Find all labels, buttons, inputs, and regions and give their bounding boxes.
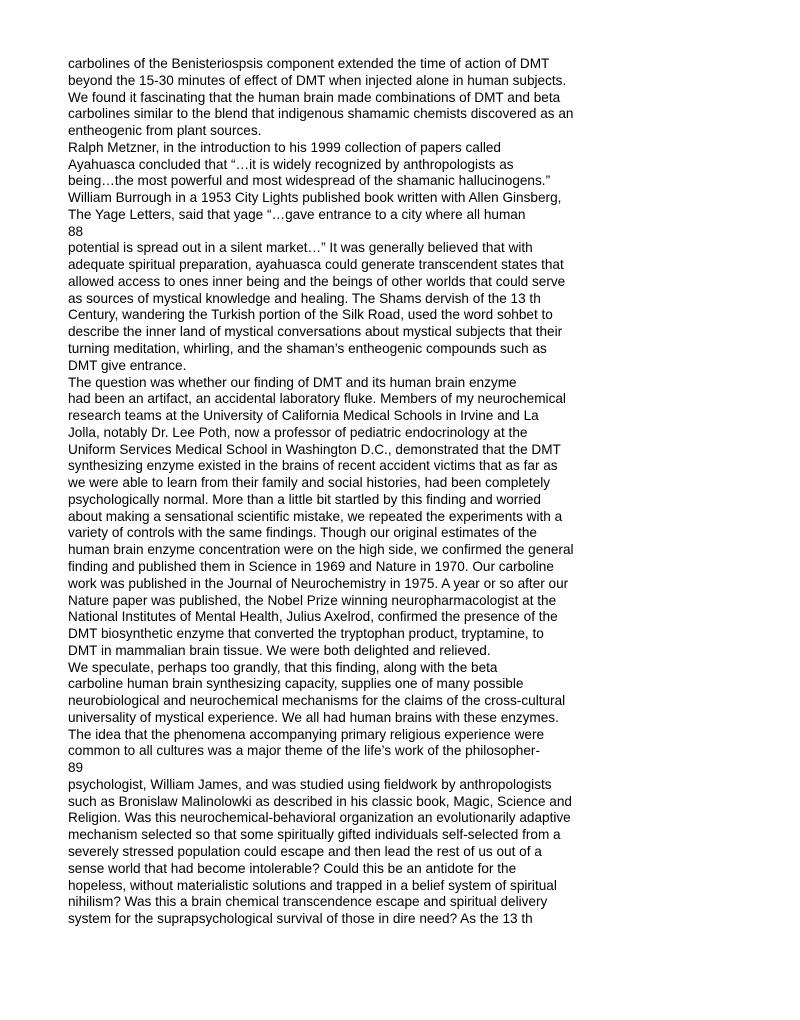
- text-line: synthesizing enzyme existed in the brains of recent accident victims that as far as: [68, 458, 558, 474]
- text-line: describe the inner land of mystical conversations about mystical subjects that their: [68, 324, 563, 340]
- text-line: human brain enzyme concentration were on the high side, we confirmed the general: [68, 542, 574, 558]
- page-number: 89: [68, 760, 84, 776]
- text-line: The Yage Letters, said that yage “…gave entrance to a city where all human: [68, 206, 526, 222]
- text-line: National Institutes of Mental Health, Julius Axelrod, confirmed the presence of the: [68, 609, 558, 625]
- text-line: finding and published them in Science in 1969 and Nature in 1970. Our carboline: [68, 558, 554, 574]
- text-line: entheogenic from plant sources.: [68, 123, 262, 139]
- text-line: about making a sensational scientific mistake, we repeated the experiments with a: [68, 508, 563, 524]
- text-line: Nature paper was published, the Nobel Prize winning neuropharmacologist at the: [68, 592, 557, 608]
- text-line: Religion. Was this neurochemical-behavioral organization an evolutionarily adaptive: [68, 810, 571, 826]
- text-line: adequate spiritual preparation, ayahuasca could generate transcendent states that: [68, 257, 564, 273]
- text-line: research teams at the University of California Medical Schools in Irvine and La: [68, 408, 539, 424]
- text-line: neurobiological and neurochemical mechanisms for the claims of the cross-cultural: [68, 693, 566, 709]
- text-line: Uniform Services Medical School in Washington D.C., demonstrated that the DMT: [68, 441, 561, 457]
- text-line: carboline human brain synthesizing capacity, supplies one of many possible: [68, 676, 524, 692]
- text-line: system for the suprapsychological survival of those in dire need? As the 13 th: [68, 911, 533, 927]
- text-line: Jolla, notably Dr. Lee Poth, now a professor of pediatric endocrinology at the: [68, 424, 528, 440]
- text-line: carbolines of the Benisteriospsis component extended the time of action of DMT: [68, 56, 550, 71]
- document-page: [68, 56, 768, 928]
- text-line: Ayahuasca concluded that “…it is widely recognized by anthropologists as: [68, 156, 514, 172]
- text-line: DMT in mammalian brain tissue. We were both delighted and relieved.: [68, 642, 491, 658]
- page-number: 88: [68, 223, 84, 239]
- text-line: work was published in the Journal of Neurochemistry in 1975. A year or so after our: [68, 575, 569, 591]
- text-line: psychologist, William James, and was studied using fieldwork by anthropologists: [68, 776, 552, 792]
- text-line: psychologically normal. More than a little bit startled by this finding and worried: [68, 491, 541, 507]
- text-line: common to all cultures was a major theme of the life’s work of the philosopher-: [68, 743, 540, 759]
- text-line: sense world that had become intolerable? Could this be an antidote for the: [68, 860, 517, 876]
- text-line: DMT biosynthetic enzyme that converted the tryptophan product, tryptamine, to: [68, 626, 544, 642]
- text-line: carbolines similar to the blend that indigenous shamamic chemists discovered as an: [68, 106, 574, 122]
- text-line: William Burrough in a 1953 City Lights published book written with Allen Ginsberg,: [68, 190, 562, 206]
- text-line: as sources of mystical knowledge and healing. The Shams dervish of the 13 th: [68, 290, 541, 306]
- text-line: nihilism? Was this a brain chemical transcendence escape and spiritual delivery: [68, 894, 548, 910]
- text-line: severely stressed population could escape and then lead the rest of us out of a: [68, 843, 542, 859]
- text-line: universality of mystical experience. We all had human brains with these enzymes.: [68, 709, 559, 725]
- text-line: DMT give entrance.: [68, 357, 187, 373]
- text-line: Century, wandering the Turkish portion of the Silk Road, used the word sohbet to: [68, 307, 553, 323]
- text-line: Ralph Metzner, in the introduction to his 1999 collection of papers called: [68, 139, 501, 155]
- text-line: turning meditation, whirling, and the shaman’s entheogenic compounds such as: [68, 341, 547, 357]
- text-line: beyond the 15-30 minutes of effect of DMT when injected alone in human subjects.: [68, 72, 567, 88]
- text-line: The question was whether our finding of DMT and its human brain enzyme: [68, 374, 517, 390]
- text-line: hopeless, without materialistic solutions and trapped in a belief system of spiritual: [68, 877, 557, 893]
- text-line: had been an artifact, an accidental laboratory fluke. Members of my neurochemical: [68, 391, 566, 407]
- text-line: allowed access to ones inner being and the beings of other worlds that could serve: [68, 273, 566, 289]
- text-line: We speculate, perhaps too grandly, that this finding, along with the beta: [68, 659, 498, 675]
- text-line: such as Bronislaw Malinolowki as described in his classic book, Magic, Science and: [68, 793, 572, 809]
- text-line: being…the most powerful and most widespread of the shamanic hallucinogens.”: [68, 173, 551, 189]
- text-line: variety of controls with the same findings. Though our original estimates of the: [68, 525, 537, 541]
- text-line: mechanism selected so that some spiritually gifted individuals self-selected from a: [68, 827, 561, 843]
- text-line: We found it fascinating that the human brain made combinations of DMT and beta: [68, 89, 561, 105]
- text-line: The idea that the phenomena accompanying primary religious experience were: [68, 726, 545, 742]
- text-line: potential is spread out in a silent market…” It was generally believed that with: [68, 240, 533, 256]
- text-line: we were able to learn from their family and social histories, had been completely: [68, 475, 551, 491]
